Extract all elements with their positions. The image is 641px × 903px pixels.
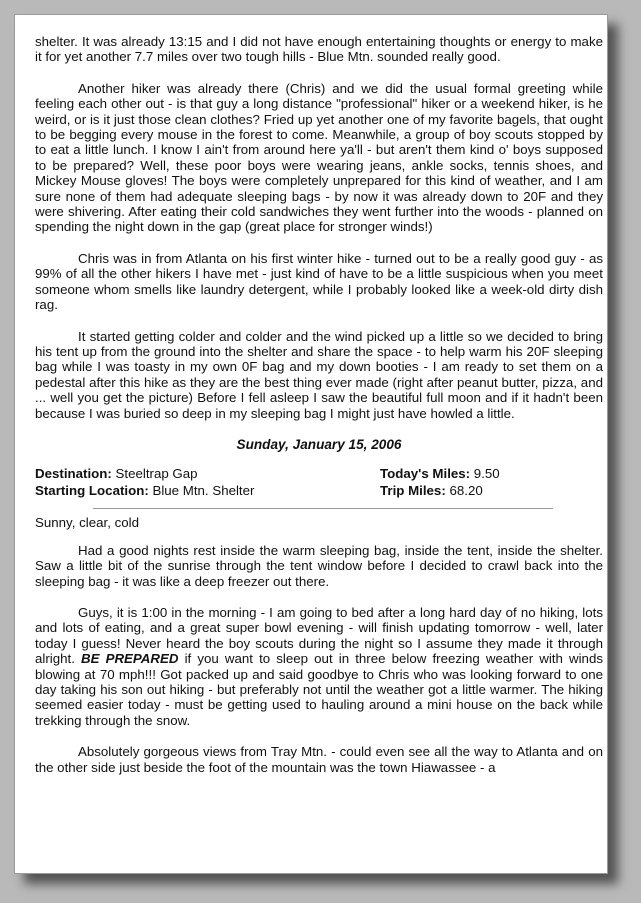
paragraph-tray-mtn: Absolutely gorgeous views from Tray Mtn. - could even see all the way to Atlanta and on the other side just beside the foot of the mountain was the town Hiawassee - a (35, 744, 603, 775)
paragraph-boy-scouts: Another hiker was already there (Chris) and we did the usual formal greeting while feeling each other out - is that guy a long distance "professional" hiker or a weekend hiker, is he weird, or is it just those clean clothes? Fried up yet another one of my favorite bagels, that ought to be begging every mouse in the forest to come. Meanwhile, a group of boy scouts stopped by to eat a little lunch. I know I ain't from around here ya'll - but aren't them kind o' boys supposed to be prepared? Well, these poor boys were wearing jeans, ankle socks, tennis shoes, and Mickey Mouse gloves! The boys were completely unprepared for this kind of weather, and I am sure none of them had adequate sleeping bags - by now it was already down to 20F and they were shivering. After eating their cold sandwiches they went further into the woods - planned on spending the night down in the gap (great place for stronger winds!) (35, 80, 603, 235)
divider-line (93, 508, 553, 509)
guys-text-part2: if you want to sleep out in three below freezing weather with winds blowing at 70 mph!!! Got packed up and said goodbye to Chris who was looking forward to one day taking his son out hiking - but preferably not until the weather got a little warmer. The hiking seemed easier today - must be getting used to hauling around a mini house on the back while trekking through the snow. (35, 651, 603, 728)
todays-miles-label: Today's Miles: (380, 466, 471, 482)
entry-date: Sunday, January 15, 2006 (236, 436, 402, 452)
trip-miles-label: Trip Miles: (380, 483, 446, 499)
destination-label: Destination: (35, 466, 112, 482)
stats-row-2 (35, 483, 603, 499)
stats-row-1 (35, 466, 603, 482)
starting-location-value: Blue Mtn. Shelter (148, 483, 255, 499)
be-prepared-emphasis: BE PREPARED (81, 651, 179, 667)
guys-text-part1: Guys, it is 1:00 in the morning - I am going to bed after a long hard day of no hiking, lots and lots of eating, and a great super bowl evening - will finish updating tomorrow - well, later today I guess! Never heard the boy scouts during the night so I assume they made it through alright. (35, 604, 603, 667)
todays-miles-value: 9.50 (470, 466, 500, 482)
trip-miles-value: 68.20 (445, 483, 483, 499)
paragraph-morning: Had a good nights rest inside the warm sleeping bag, inside the tent, inside the shelter. Saw a little bit of the sunrise through the tent window before I decided to crawl back into the sleeping bag - it was like a deep freezer out there. (35, 542, 603, 589)
destination-value: Steeltrap Gap (111, 466, 198, 482)
entry-stats (35, 466, 603, 500)
starting-location-field (35, 483, 254, 498)
paragraph-colder-night: It started getting colder and colder and the wind picked up a little so we decided to bring his tent up from the ground into the shelter and share the space - to help warm his 20F sleeping bag while I was toasty in my own 0F bag and my down booties - I am ready to set them on a pedestal after this hike as they are the best thing ever made (right after peanut butter, pizza, and ... well you get the picture) Before I fell asleep I saw the beautiful full moon and if it hadn't been because I was buried so deep in my sleeping bag I might just have howled a little. (35, 328, 603, 421)
destination-field (35, 466, 198, 481)
journal-content (35, 34, 603, 791)
paragraph-guys (35, 605, 603, 728)
paragraph-chris: Chris was in from Atlanta on his first winter hike - turned out to be a really good guy - as 99% of all the other hikers I have met - just kind of have to be a little suspicious when you meet someone whom smells like laundry detergent, while I probably looked like a week-old dirty dish rag. (35, 250, 603, 313)
starting-location-label: Starting Location: (35, 483, 149, 499)
document-page (14, 14, 608, 874)
trip-miles-field (380, 483, 483, 498)
todays-miles-field (380, 466, 500, 481)
weather-summary: Sunny, clear, cold (35, 515, 139, 531)
paragraph-shelter-arrival: shelter. It was already 13:15 and I did not have enough entertaining thoughts or energy to make it for yet another 7.7 miles over two tough hills - Blue Mtn. sounded really good. (35, 34, 603, 65)
